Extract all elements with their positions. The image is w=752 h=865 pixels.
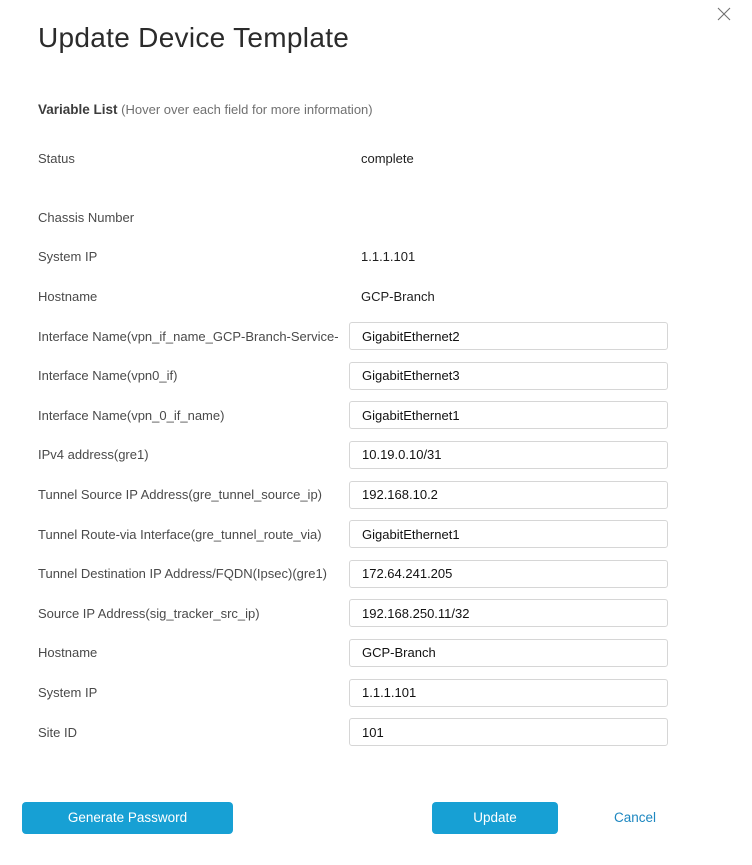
- field-label: Source IP Address(sig_tracker_src_ip): [38, 605, 260, 621]
- field-row: [38, 139, 752, 179]
- field-input[interactable]: [349, 401, 668, 429]
- field-input[interactable]: [349, 481, 668, 509]
- field-label: Site ID: [38, 724, 78, 740]
- field-row: [38, 396, 752, 436]
- field-input[interactable]: [349, 362, 668, 390]
- field-row: [38, 237, 752, 277]
- field-label: Tunnel Route-via Interface(gre_tunnel_route_via): [38, 526, 322, 542]
- close-icon[interactable]: [715, 5, 733, 23]
- field-input[interactable]: [349, 520, 668, 548]
- field-value: 1.1.1.101: [361, 249, 416, 265]
- field-row: [38, 712, 752, 752]
- field-label: System IP: [38, 685, 98, 701]
- field-label: Interface Name(vpn0_if): [38, 368, 178, 384]
- field-label: Chassis Number: [38, 209, 135, 225]
- field-label: Hostname: [38, 645, 98, 661]
- variable-rows: [38, 139, 752, 752]
- field-input[interactable]: [349, 599, 668, 627]
- field-row: [38, 356, 752, 396]
- field-row: [38, 475, 752, 515]
- field-row: [38, 277, 752, 317]
- footer-actions: [0, 801, 752, 834]
- field-label: Interface Name(vpn_0_if_name): [38, 407, 225, 423]
- field-row: [38, 673, 752, 713]
- field-row: [38, 198, 752, 238]
- field-label: IPv4 address(gre1): [38, 447, 149, 463]
- field-row: [38, 435, 752, 475]
- field-row: [38, 316, 752, 356]
- field-input[interactable]: [349, 718, 668, 746]
- field-row: [38, 514, 752, 554]
- variable-list-hint: (Hover over each field for more information): [121, 102, 373, 117]
- variable-list-heading: [38, 102, 752, 118]
- field-row: [38, 554, 752, 594]
- field-label: System IP: [38, 249, 98, 265]
- field-value: GCP-Branch: [361, 289, 435, 305]
- field-label: Hostname: [38, 289, 98, 305]
- field-input[interactable]: [349, 679, 668, 707]
- field-label: Status: [38, 151, 75, 167]
- field-input[interactable]: [349, 322, 668, 350]
- generate-password-button[interactable]: Generate Password: [22, 802, 233, 834]
- variable-list-label: Variable List: [38, 102, 118, 117]
- field-input[interactable]: [349, 639, 668, 667]
- field-row: [38, 594, 752, 634]
- field-input[interactable]: [349, 560, 668, 588]
- cancel-button[interactable]: Cancel: [614, 810, 657, 825]
- field-value: complete: [361, 151, 414, 167]
- field-input[interactable]: [349, 441, 668, 469]
- update-button[interactable]: Update: [432, 802, 558, 834]
- page-title: Update Device Template: [38, 22, 350, 53]
- field-row: [38, 633, 752, 673]
- field-label: Tunnel Destination IP Address/FQDN(Ipsec)(gre1): [38, 566, 328, 582]
- field-label: Tunnel Source IP Address(gre_tunnel_source_ip): [38, 487, 323, 503]
- field-label: Interface Name(vpn_if_name_GCP-Branch-Service-: [38, 328, 339, 344]
